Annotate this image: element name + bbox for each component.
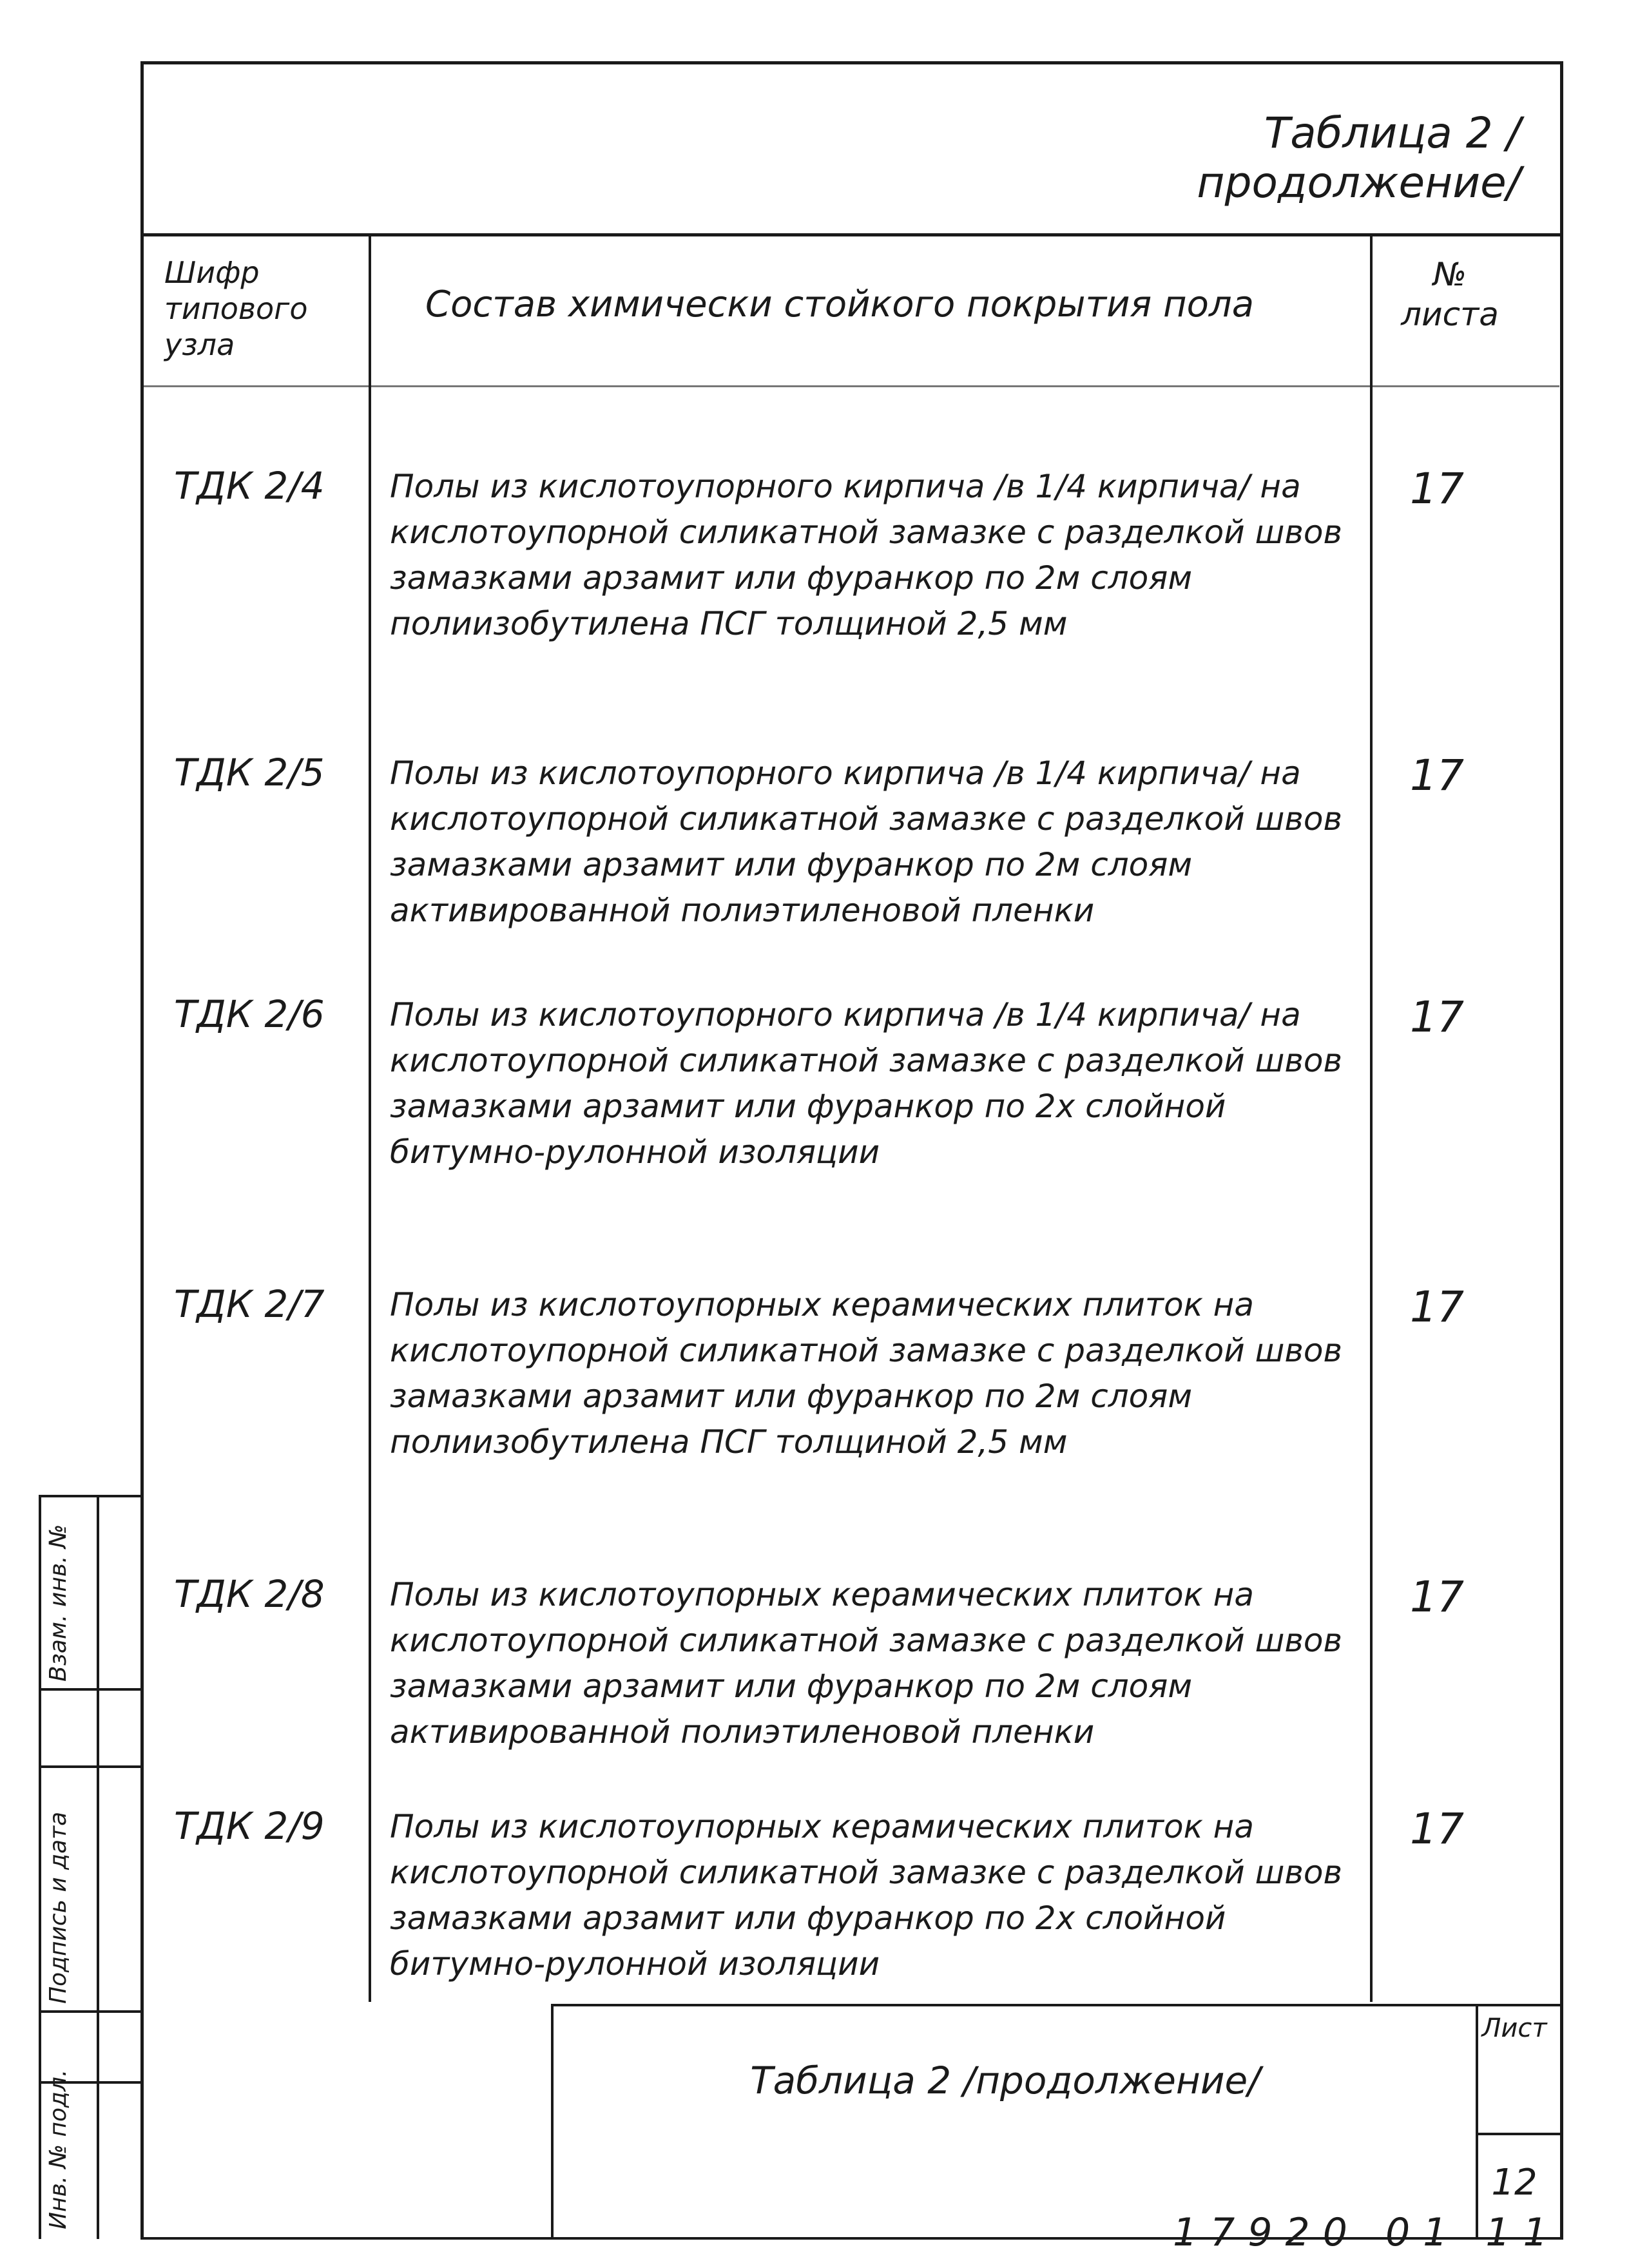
row-description: Полы из кислотоупорного кирпича /в 1/4 кирпича/ на кислотоупорной силикатной замазке с разделкой швов замазками арзамит или фуранкор по 2м слоям полиизобутилена ПСГ толщиной 2,5 мм (390, 468, 1342, 642)
code-column-divider (369, 233, 371, 2002)
frame-left-line (140, 61, 144, 2239)
page-title: Таблица 2 /продолжение/ (1197, 108, 1521, 207)
row-code: ТДК 2/6 (174, 992, 325, 1036)
stamp-outline-left (39, 1495, 41, 2239)
row-description: Полы из кислотоупорных керамических плиток на кислотоупорной силикатной замазке с разделкой швов замазками арзамит или фуранкор по 2м слоям полиизобутилена ПСГ толщиной 2,5 мм (390, 1286, 1342, 1461)
sheet-label: Лист (1481, 2013, 1547, 2043)
stamp-div-2 (39, 1765, 142, 1768)
stamp-outline-top (39, 1495, 142, 1497)
document-code: 17920 01 11 (1173, 2210, 1561, 2255)
row-sheet: 17 (1410, 1282, 1464, 1332)
row-sheet: 17 (1410, 992, 1464, 1042)
column-header-code: Шифр типового узла (164, 255, 308, 362)
stamp-sign-date: Подпись и дата (45, 1811, 72, 2004)
row-code: ТДК 2/9 (174, 1804, 325, 1848)
row-description: Полы из кислотоупорного кирпича /в 1/4 кирпича/ на кислотоупорной силикатной замазке с разделкой швов замазками арзамит или фуранкор по 2м слоям активированной полиэтиленовой пленки (390, 754, 1342, 929)
sheet-box-mid-line (1476, 2133, 1563, 2135)
stamp-div-3 (39, 2010, 142, 2013)
title-block-left-line (551, 2004, 554, 2239)
row-description: Полы из кислотоупорного кирпича /в 1/4 кирпича/ на кислотоупорной силикатной замазке с разделкой швов замазками арзамит или фуранкор по 2х слойной битумно-рулонной изоляции (390, 996, 1342, 1171)
row-code: ТДК 2/7 (174, 1282, 325, 1326)
title-block-top-line (551, 2004, 1563, 2006)
header-bottom-line (140, 233, 1563, 236)
row-sheet: 17 (1410, 464, 1464, 514)
row-code: ТДК 2/8 (174, 1572, 325, 1616)
stamp-div-vert (97, 1495, 99, 2239)
row-sheet: 17 (1410, 1804, 1464, 1854)
column-header-composition: Состав химически стойкого покрытия пола (425, 284, 1255, 325)
row-description: Полы из кислотоупорных керамических плиток на кислотоупорной силикатной замазке с разделкой швов замазками арзамит или фуранкор по 2х слойной битумно-рулонной изоляции (390, 1808, 1342, 1983)
column-header-sheet: № листа (1401, 256, 1499, 333)
row-sheet: 17 (1410, 1572, 1464, 1622)
stamp-inv-replace: Взам. инв. № (45, 1524, 72, 1682)
frame-right-line (1560, 61, 1563, 2239)
sheet-number: 12 (1491, 2162, 1537, 2204)
row-code: ТДК 2/4 (174, 464, 325, 508)
frame-top-line (140, 61, 1563, 64)
stamp-div-1 (39, 1688, 142, 1691)
row-description: Полы из кислотоупорных керамических плиток на кислотоупорной силикатной замазке с разделкой швов замазками арзамит или фуранкор по 2м слоям активированной полиэтиленовой пленки (390, 1576, 1342, 1751)
title-block-caption: Таблица 2 /продолжение/ (750, 2059, 1260, 2102)
stamp-inv-orig: Инв. № подл. (45, 2069, 72, 2229)
row-code: ТДК 2/5 (174, 751, 325, 794)
row-sheet: 17 (1410, 751, 1464, 800)
column-header-line (142, 385, 1559, 387)
